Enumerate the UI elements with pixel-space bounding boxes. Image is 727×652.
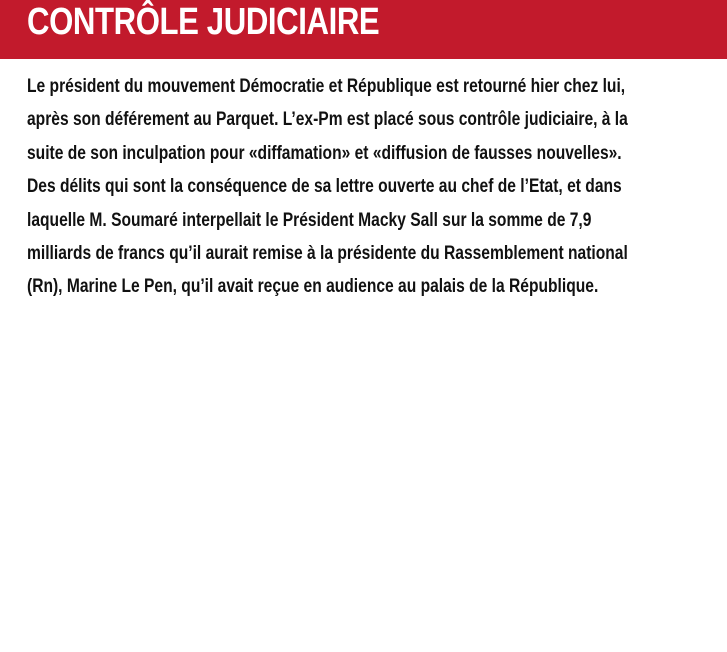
article-body (27, 70, 699, 304)
article-line-5: laquelle M. Soumaré interpellait le Président Macky Sall sur la somme de 7,9 (27, 208, 592, 231)
article-line-6: milliards de francs qu’il aurait remise à la présidente du Rassemblement national (27, 242, 628, 265)
headline: CONTRÔLE JUDICIAIRE (27, 1, 380, 43)
article-line-1: Le président du mouvement Démocratie et République est retourné hier chez lui, (27, 75, 626, 97)
article-line-3: suite de son inculpation pour «diffamation» et «diffusion de fausses nouvelles». (27, 141, 622, 164)
article-line-4: Des délits qui sont la conséquence de sa lettre ouverte au chef de l’Etat, et dans (27, 175, 622, 198)
article-line-7: (Rn), Marine Le Pen, qu’il avait reçue en audience au palais de la République. (27, 275, 599, 298)
article-line-2: après son déférement au Parquet. L’ex-Pm est placé sous contrôle judiciaire, à la (27, 108, 628, 131)
headline-band (0, 0, 727, 59)
